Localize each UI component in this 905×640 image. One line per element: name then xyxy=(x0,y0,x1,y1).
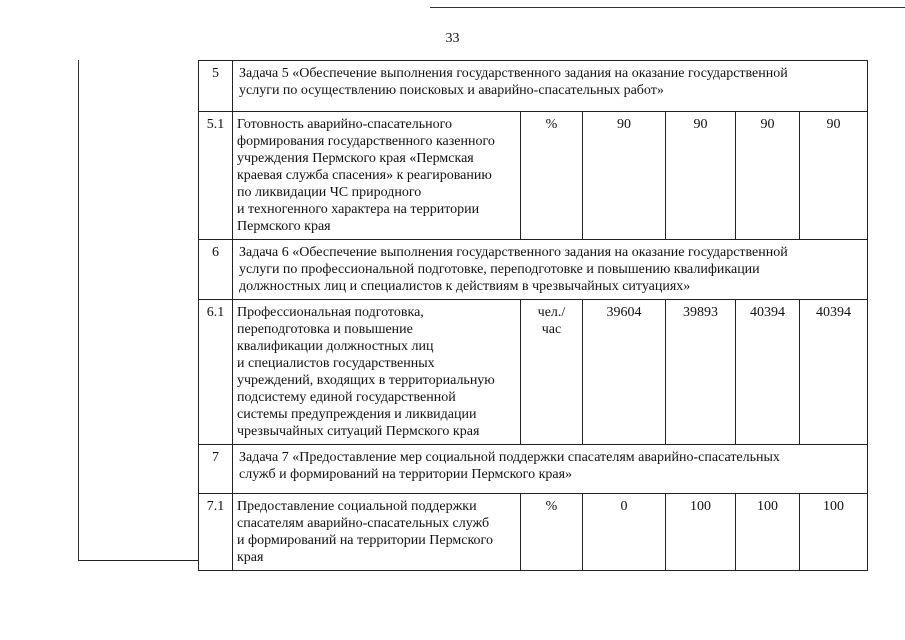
value-cell: 100 xyxy=(666,494,736,571)
description-line: края xyxy=(237,550,264,565)
value-cell: 40394 xyxy=(736,300,800,445)
task-title-line: Задача 7 «Предоставление мер социальной поддержки спасателям аварийно-спасательных xyxy=(239,450,780,465)
task-title-line: услуги по профессиональной подготовке, переподготовке и повышению квалификации xyxy=(239,262,760,277)
indicators-table xyxy=(198,60,868,571)
indicator-row xyxy=(199,494,868,571)
value-cell: 100 xyxy=(736,494,800,571)
task-title-line: служб и формирований на территории Пермского края» xyxy=(239,467,573,482)
description-line: краевая служба спасения» к реагированию xyxy=(237,168,492,183)
row-number: 5.1 xyxy=(199,112,233,240)
description-line: переподготовка и повышение xyxy=(237,322,413,337)
description-line: квалификации должностных лиц xyxy=(237,339,434,354)
description-line: системы предупреждения и ликвидации xyxy=(237,407,477,422)
unit-cell xyxy=(521,494,583,571)
description-line: спасателям аварийно-спасательных служб xyxy=(237,516,490,531)
description-line: чрезвычайных ситуаций Пермского края xyxy=(237,424,480,439)
task-row xyxy=(199,61,868,112)
unit-line: % xyxy=(545,117,558,132)
description-line: Предоставление социальной поддержки xyxy=(237,499,477,514)
value-cell: 90 xyxy=(800,112,868,240)
task-title-line: услуги по осуществлению поисковых и аварийно-спасательных работ» xyxy=(239,83,664,98)
unit-line: чел./ xyxy=(537,305,566,320)
task-row xyxy=(199,240,868,300)
description-line: Готовность аварийно-спасательного xyxy=(237,117,453,132)
indicator-description xyxy=(233,494,521,571)
description-line: учреждений, входящих в территориальную xyxy=(237,373,495,388)
indicator-row xyxy=(199,112,868,240)
description-line: и техногенного характера на территории xyxy=(237,202,480,217)
description-line: по ликвидации ЧС природного xyxy=(237,185,422,200)
row-number: 7.1 xyxy=(199,494,233,571)
value-cell: 90 xyxy=(736,112,800,240)
value-cell: 90 xyxy=(666,112,736,240)
value-cell: 0 xyxy=(583,494,666,571)
task-title-line: должностных лиц и специалистов к действиям в чрезвычайных ситуациях» xyxy=(239,279,691,294)
row-number: 5 xyxy=(199,61,233,112)
indicator-description xyxy=(233,300,521,445)
description-line: учреждения Пермского края «Пермская xyxy=(237,151,474,166)
row-number: 6.1 xyxy=(199,300,233,445)
value-cell: 40394 xyxy=(800,300,868,445)
unit-cell xyxy=(521,300,583,445)
unit-cell xyxy=(521,112,583,240)
row-number: 7 xyxy=(199,445,233,494)
task-title-line: Задача 5 «Обеспечение выполнения государственного задания на оказание государственной xyxy=(239,66,788,81)
unit-line: час xyxy=(541,322,562,337)
description-line: подсистему единой государственной xyxy=(237,390,456,405)
value-cell: 39604 xyxy=(583,300,666,445)
page-number: 33 xyxy=(445,31,460,46)
top-rule xyxy=(430,7,905,8)
indicator-row xyxy=(199,300,868,445)
value-cell: 100 xyxy=(800,494,868,571)
row-number: 6 xyxy=(199,240,233,300)
task-title-line: Задача 6 «Обеспечение выполнения государственного задания на оказание государственной xyxy=(239,245,788,260)
task-title xyxy=(233,61,868,112)
task-title xyxy=(233,240,868,300)
description-line: Пермского края xyxy=(237,219,331,234)
unit-line: % xyxy=(545,499,558,514)
indicator-description xyxy=(233,112,521,240)
description-line: и формирований на территории Пермского xyxy=(237,533,493,548)
description-line: Профессиональная подготовка, xyxy=(237,305,424,320)
description-line: формирования государственного казенного xyxy=(237,134,495,149)
description-line: и специалистов государственных xyxy=(237,356,435,371)
bottom-left-rule xyxy=(78,560,198,561)
task-title xyxy=(233,445,868,494)
left-margin-rule xyxy=(78,60,79,560)
value-cell: 90 xyxy=(583,112,666,240)
task-row xyxy=(199,445,868,494)
value-cell: 39893 xyxy=(666,300,736,445)
